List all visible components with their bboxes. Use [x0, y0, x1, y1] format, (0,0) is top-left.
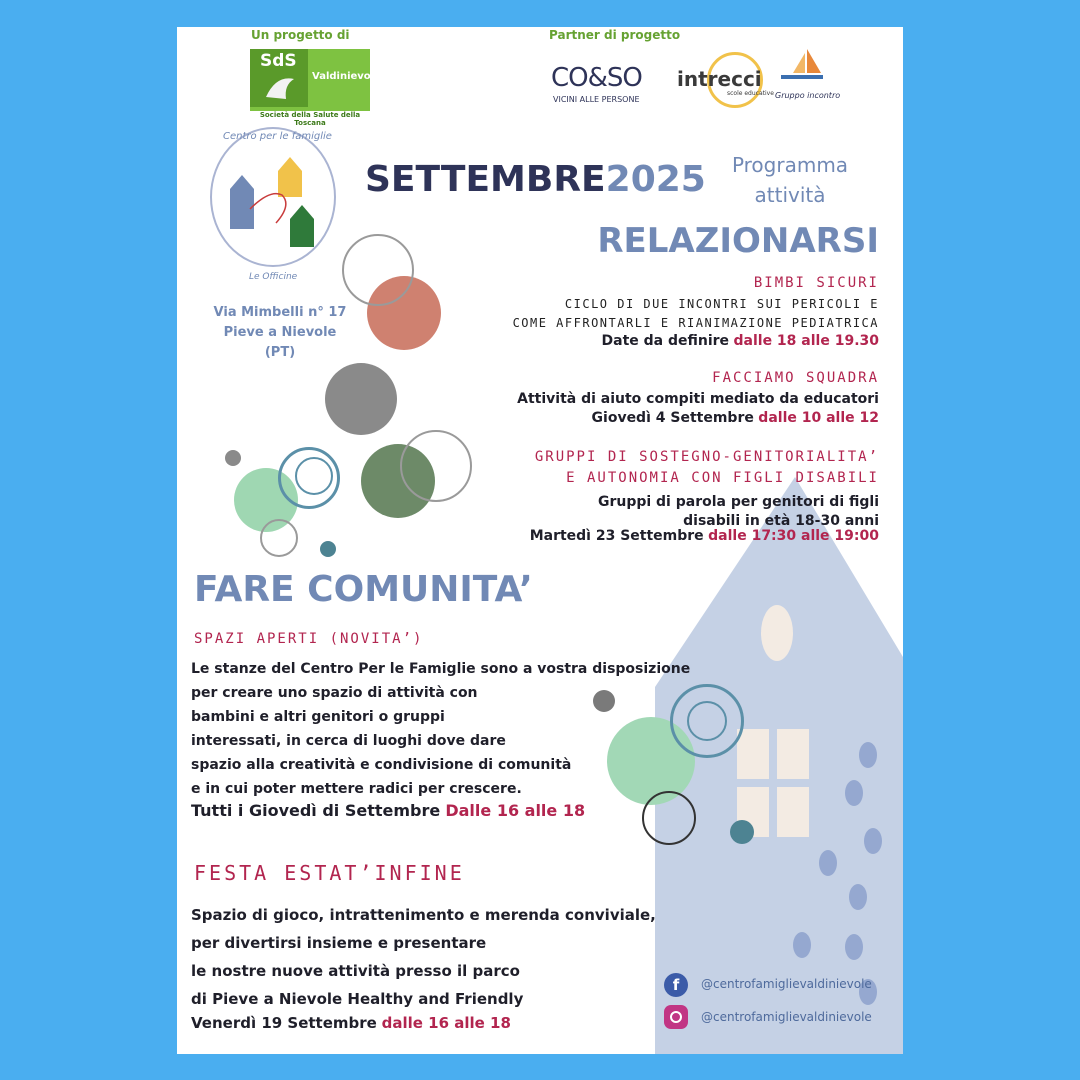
- project-by-label: Un progetto di: [251, 28, 350, 42]
- event-title-gruppi-sostegno: GRUPPI DI SOSTEGNO-GENITORIALITA’ E AUTONOMIA CON FIGLI DISABILI: [534, 449, 879, 486]
- decor-ring: [342, 234, 414, 306]
- event-when-gruppi-sostegno: Martedì 23 Settembre dalle 17:30 alle 19:00: [529, 528, 879, 544]
- instagram-icon[interactable]: [664, 1005, 688, 1029]
- gruppo-incontro-caption: Gruppo incontro: [775, 91, 841, 100]
- title-month: SETTEMBRE: [365, 159, 606, 200]
- event-when-festa: Venerdì 19 Settembre dalle 16 alle 18: [191, 1014, 511, 1032]
- decor-ring: [260, 519, 298, 557]
- address-line1: Via Mimbelli n° 17: [213, 305, 347, 320]
- address-line2: Pieve a Nievole (PT): [223, 325, 337, 360]
- decor-circle: [730, 820, 754, 844]
- intrecci-caption: scole educative: [727, 90, 774, 97]
- decor-circle: [325, 363, 397, 435]
- event-when-bimbi-sicuri: Date da definire dalle 18 alle 19.30: [601, 333, 879, 349]
- event-title-facciamo-squadra: FACCIAMO SQUADRA: [712, 370, 879, 386]
- section-heading-relazionarsi: RELAZIONARSI: [597, 221, 879, 261]
- decor-ring: [400, 430, 472, 502]
- event-when-spazi-aperti: Tutti i Giovedì di Settembre Dalle 16 alle 18: [191, 801, 586, 820]
- event-desc-festa: Spazio di gioco, intrattenimento e merenda conviviale, per divertirsi insieme e presentare le nostre nuove attività presso il parco di Pieve a Nievole Healthy and Friendly: [191, 906, 656, 1008]
- coso-caption: VICINI ALLE PERSONE: [553, 95, 640, 104]
- event-title-spazi-aperti: SPAZI APERTI (NOVITA’): [194, 631, 424, 647]
- facebook-handle[interactable]: @centrofamiglievaldinievole: [701, 977, 872, 991]
- centro-logo: [210, 127, 336, 267]
- event-desc-spazi-aperti: Le stanze del Centro Per le Famiglie sono a vostra disposizione per creare uno spazio di attività con bambini e altri genitori o gruppi interessati, in cerca di luoghi dove dare spazio alla creatività e condivisione di comunità e in cui poter mettere radici per crescere.: [191, 661, 691, 797]
- sds-logo: SdS Valdinievole Società della Salute della Toscana: [250, 49, 370, 111]
- sailboat-icon: [777, 47, 827, 87]
- section-heading-comunita: FARE COMUNITA’: [194, 569, 533, 610]
- address: [213, 303, 347, 363]
- bird-icon: [262, 71, 302, 103]
- houses-icon: [220, 149, 326, 249]
- event-when-facciamo-squadra: Giovedì 4 Settembre dalle 10 alle 12: [591, 410, 879, 426]
- poster: [177, 27, 903, 1054]
- event-desc-bimbi-sicuri: CICLO DI DUE INCONTRI SUI PERICOLI E COME AFFRONTARLI E RIANIMAZIONE PEDIATRICA: [512, 297, 879, 330]
- title-year: 2025: [605, 159, 706, 200]
- decor-ring: [295, 457, 333, 495]
- decor-circle: [225, 450, 241, 466]
- partners-label: Partner di progetto: [549, 28, 681, 42]
- centro-logo-bottom-text: Le Officine: [249, 272, 298, 282]
- decor-ring: [687, 701, 727, 741]
- centro-logo-top-text: Centro per le famiglie: [223, 131, 332, 142]
- title-subtitle: Programma attività: [731, 153, 849, 207]
- event-desc-gruppi-sostegno: Gruppi di parola per genitori di figli disabili in età 18-30 anni: [597, 494, 879, 529]
- instagram-handle[interactable]: @centrofamiglievaldinievole: [701, 1010, 872, 1024]
- decor-circle: [320, 541, 336, 557]
- coso-logo: CO&SO: [551, 63, 642, 93]
- event-title-bimbi-sicuri: BIMBI SICURI: [753, 275, 879, 291]
- event-title-festa: FESTA ESTAT’INFINE: [194, 861, 465, 885]
- page-title: [365, 159, 706, 200]
- facebook-icon[interactable]: f: [664, 973, 688, 997]
- event-desc-facciamo-squadra: Attività di aiuto compiti mediato da educatori: [517, 391, 879, 407]
- intrecci-logo: intrecci: [677, 67, 762, 91]
